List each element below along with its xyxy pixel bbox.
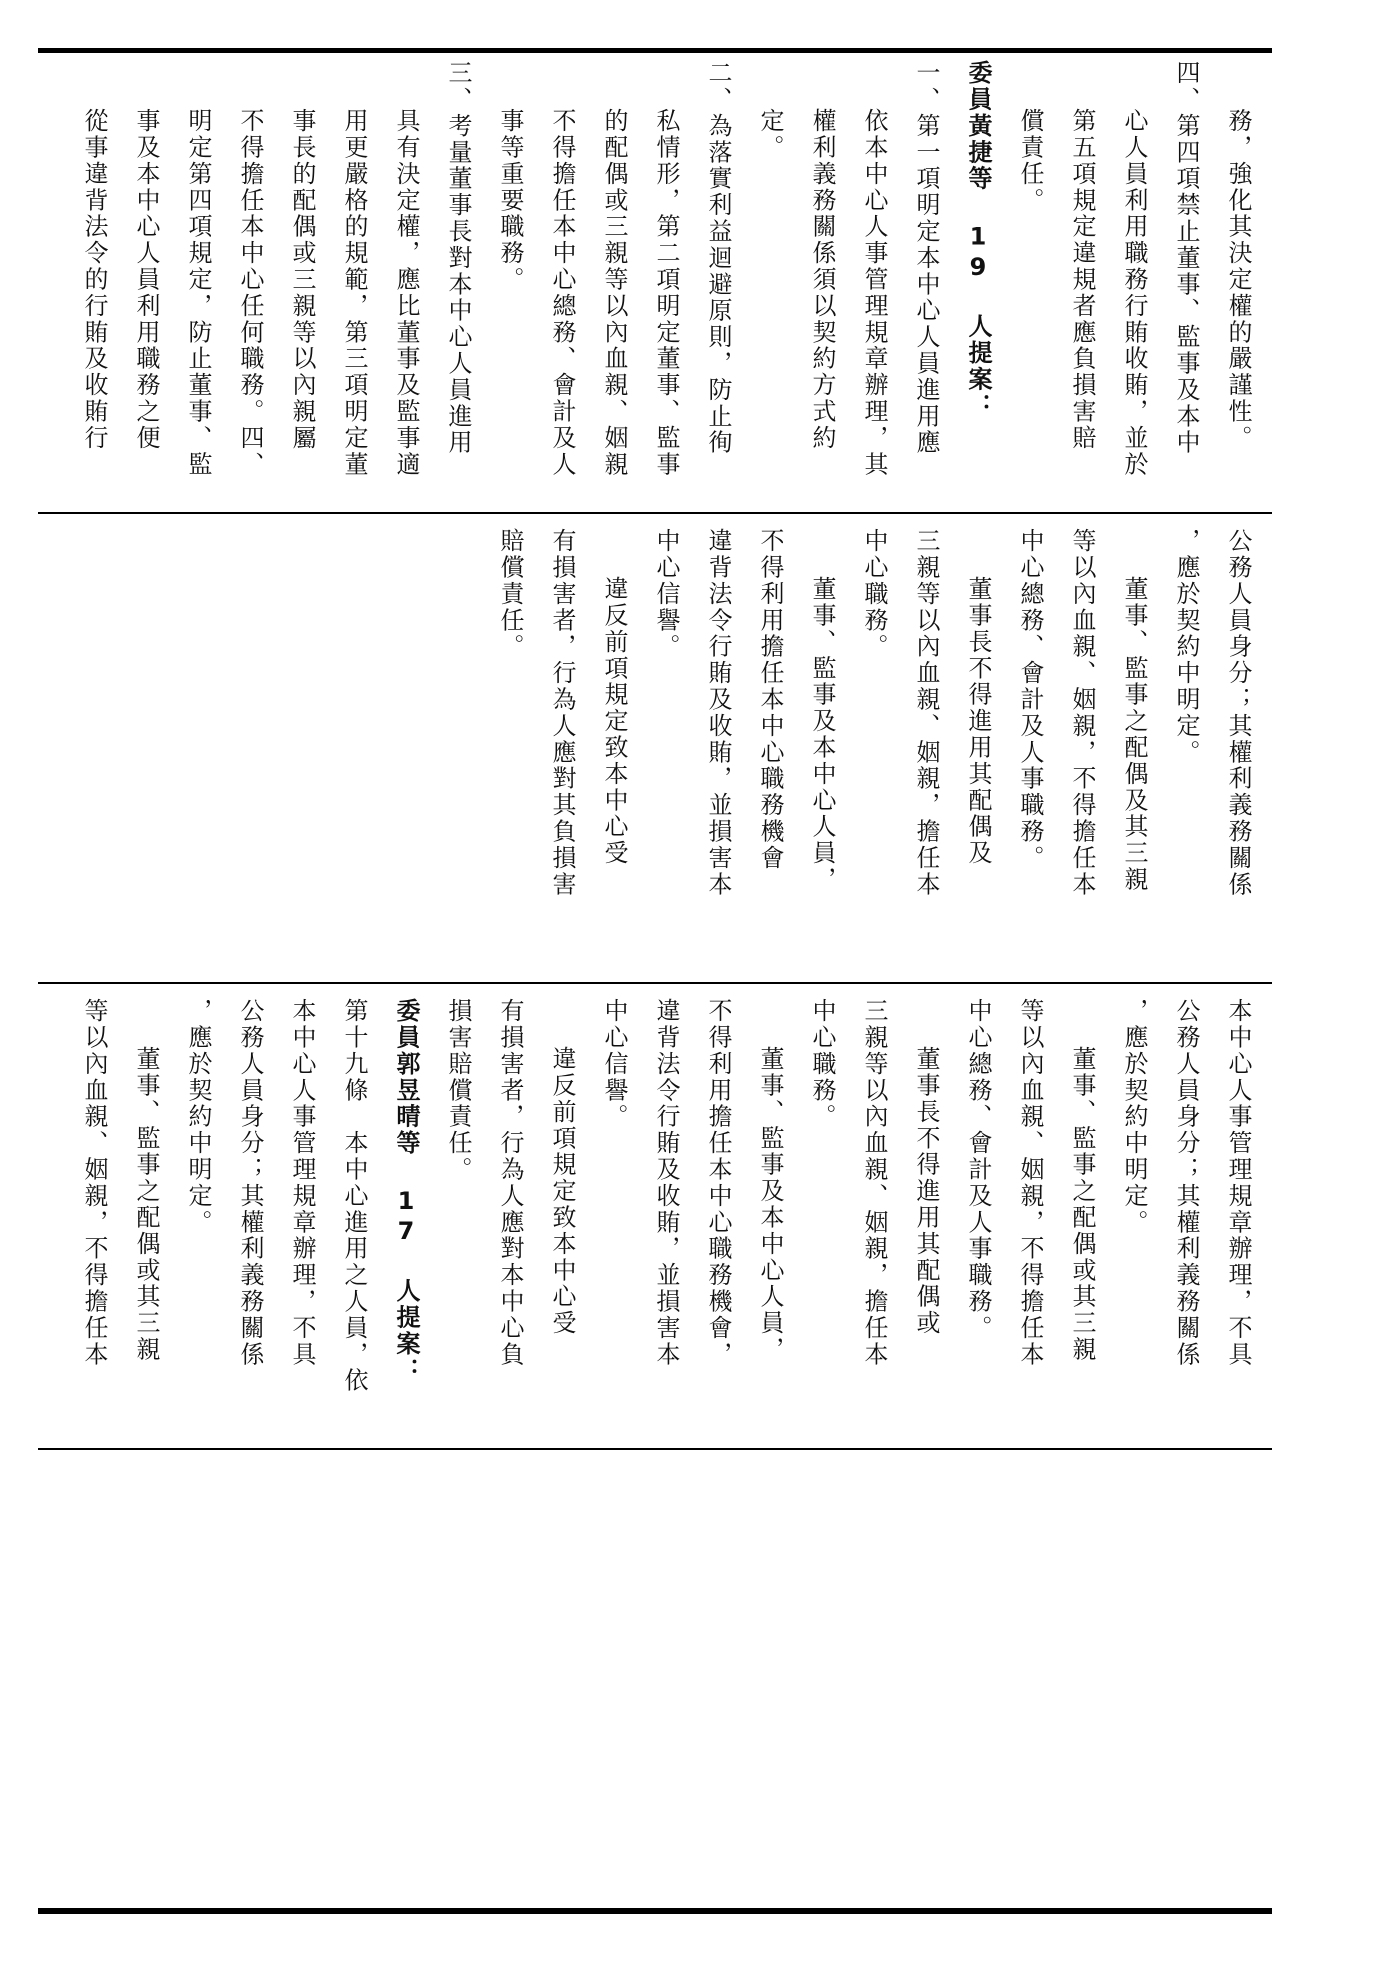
text-line: 不得擔任本中心總務、會計及人 [548,108,576,478]
text-line: 董事、監事之配偶或其三親 [132,1046,160,1363]
column-separator-3 [38,1448,1272,1450]
text-line: 違反前項規定致本中心受 [548,1046,576,1337]
text-line: 三親等以內血親、姻親，擔任本 [912,528,940,898]
text-line: 有損害者，行為人應對本中心負 [496,998,524,1368]
text-line: 一、第一項明定本中心人員進用應 [912,60,940,456]
text-line: 損害賠償責任。 [444,998,472,1183]
text-line: 中心總務、會計及人事職務。 [964,998,992,1342]
text-line: 董事、監事之配偶及其三親 [1120,576,1148,893]
text-line: 違背法令行賄及收賄，並損害本 [652,998,680,1368]
column-separator-1 [38,512,1272,514]
text-line: 不得利用擔任本中心職務機會 [756,528,784,872]
text-line: 等以內血親、姻親，不得擔任本 [1068,528,1096,898]
text-line: 公務人員身分；其權利義務關係 [1224,528,1252,898]
text-line: ，應於契約中明定。 [1120,998,1148,1236]
text-line: 中心信譽。 [652,528,680,660]
text-line: 董事、監事及本中心人員， [756,1046,784,1363]
text-line: 三、考量董事長對本中心人員進用 [444,60,472,456]
column-separator-2 [38,982,1272,984]
text-line: 等以內血親、姻親，不得擔任本 [80,998,108,1368]
text-line: 第十九條 本中心進用之人員，依 [340,998,368,1394]
proposal-heading: 委員黃捷等 19 人提案： [964,60,992,420]
top-rule [38,48,1272,53]
text-line: 事長的配偶或三親等以內親屬 [288,108,316,452]
text-line: ，應於契約中明定。 [1172,528,1200,766]
text-line: 等以內血親、姻親，不得擔任本 [1016,998,1044,1368]
text-line: 的配偶或三親等以內血親、姻親 [600,108,628,478]
text-line: 中心總務、會計及人事職務。 [1016,528,1044,872]
text-line: 不得利用擔任本中心職務機會， [704,998,732,1368]
text-line: 事等重要職務。 [496,108,524,293]
text-line: 二、為落實利益迴避原則，防止徇 [704,60,732,456]
proposal-heading: 委員郭昱晴等 17 人提案： [392,998,420,1384]
text-line: 本中心人事管理規章辦理，不具 [1224,998,1252,1368]
text-line: 賠償責任。 [496,528,524,660]
text-line: 私情形，第二項明定董事、監事 [652,108,680,478]
text-line: 償責任。 [1016,108,1044,214]
text-line: 四、第四項禁止董事、監事及本中 [1172,60,1200,456]
text-line: 事及本中心人員利用職務之便 [132,108,160,452]
text-line: 公務人員身分；其權利義務關係 [1172,998,1200,1368]
text-line: 違反前項規定致本中心受 [600,576,628,867]
text-line: 第五項規定違規者應負損害賠 [1068,108,1096,452]
middle-proposal-column [52,528,1264,968]
bottom-rule [38,1908,1272,1914]
text-line: 本中心人事管理規章辦理，不具 [288,998,316,1368]
text-line: 董事長不得進用其配偶及 [964,576,992,867]
explanation-column [52,60,1264,500]
text-line: 不得擔任本中心任何職務。四、 [236,108,264,478]
text-line: 中心信譽。 [600,998,628,1130]
text-line: 董事、監事之配偶或其三親 [1068,1046,1096,1363]
text-line: 中心職務。 [860,528,888,660]
text-line: 三親等以內血親、姻親，擔任本 [860,998,888,1368]
text-line: 用更嚴格的規範，第三項明定董 [340,108,368,478]
text-line: 務，強化其決定權的嚴謹性。 [1224,108,1252,452]
text-line: 具有決定權，應比董事及監事適 [392,108,420,478]
text-line: 心人員利用職務行賄收賄，並於 [1120,108,1148,478]
text-line: 明定第四項規定，防止董事、監 [184,108,212,478]
text-line: 董事長不得進用其配偶或 [912,1046,940,1337]
text-line: 有損害者，行為人應對其負損害 [548,528,576,898]
text-line: 中心職務。 [808,998,836,1130]
proposal-column [52,998,1264,1438]
text-line: 依本中心人事管理規章辦理，其 [860,108,888,478]
text-line: 權利義務關係須以契約方式約 [808,108,836,452]
text-line: ，應於契約中明定。 [184,998,212,1236]
text-line: 從事違背法令的行賄及收賄行 [80,108,108,452]
text-line: 董事、監事及本中心人員， [808,576,836,893]
text-line: 定。 [756,108,784,161]
text-line: 公務人員身分；其權利義務關係 [236,998,264,1368]
text-line: 違背法令行賄及收賄，並損害本 [704,528,732,898]
